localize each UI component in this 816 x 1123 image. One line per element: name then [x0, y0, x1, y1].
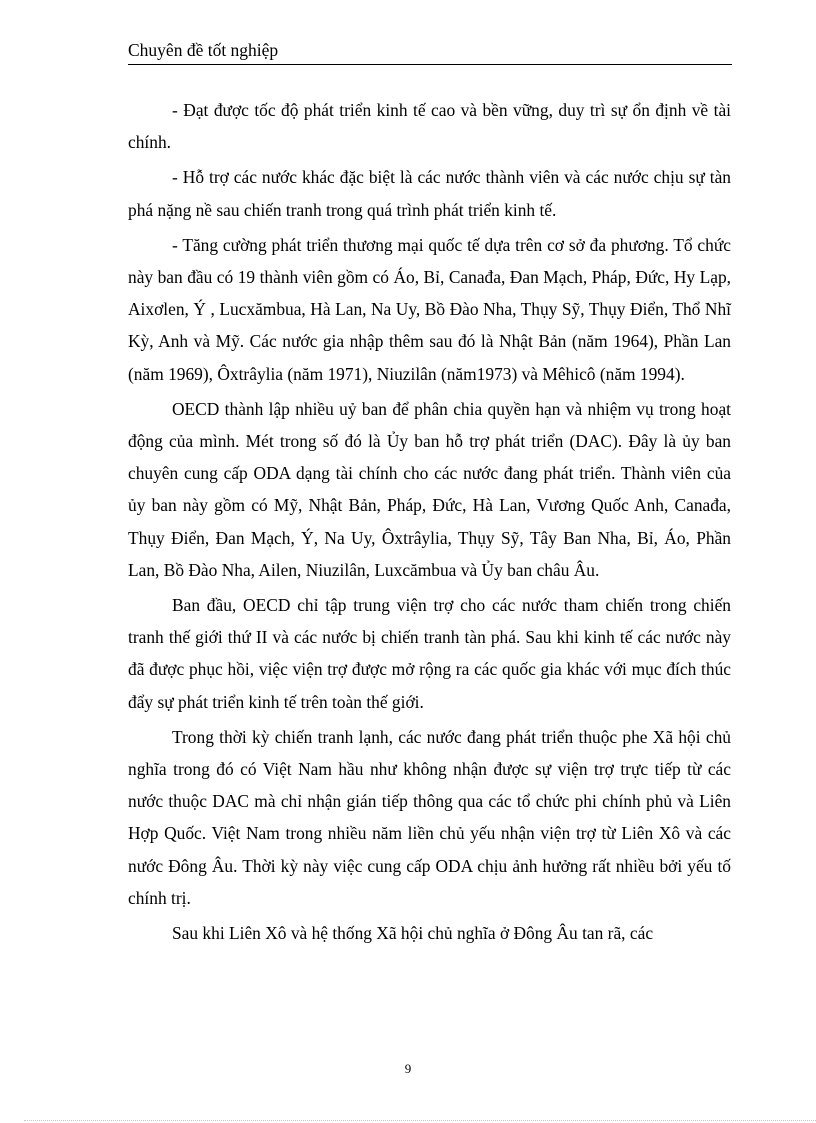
- paragraph-cold-war: Trong thời kỳ chiến tranh lạnh, các nước đang phát triển thuộc phe Xã hội chủ nghĩa trong đó có Việt Nam hầu như không nhận được sự viện trợ trực tiếp từ các nước thuộc DAC mà chỉ nhận gián tiếp thông qua các tổ chức phi chính phủ và Liên Hợp Quốc. Việt Nam trong nhiều năm liền chủ yếu nhận viện trợ từ Liên Xô và các nước Đông Âu. Thời kỳ này việc cung cấp ODA chịu ảnh hưởng rất nhiều bởi yếu tố chính trị.: [128, 726, 731, 908]
- header-title: Chuyên đề tốt nghiệp: [128, 40, 279, 60]
- paragraph-goal-support: - Hỗ trợ các nước khác đặc biệt là các nước thành viên và các nước chịu sự tàn phá nặng nề sau chiến tranh trong quá trình phát triển kinh tế.: [128, 167, 731, 220]
- paragraph-goal-growth: - Đạt được tốc độ phát triển kinh tế cao và bền vững, duy trì sự ổn định về tài chính.: [128, 100, 731, 153]
- page-header: [128, 38, 732, 65]
- paragraph-goal-trade: - Tăng cường phát triển thương mại quốc tế dựa trên cơ sở đa phương. Tổ chức này ban đầu có 19 thành viên gồm có Áo, Bỉ, Canađa, Đan Mạch, Pháp, Đức, Hy Lạp, Aixơlen, Ý , Lucxămbua, Hà Lan, Na Uy, Bồ Đào Nha, Thụy Sỹ, Thụy Điển, Thổ Nhĩ Kỳ, Anh và Mỹ. Các nước gia nhập thêm sau đó là Nhật Bản (năm 1964), Phần Lan (năm 1969), Ôxtrâylia (năm 1971), Niuzilân (năm1973) và Mêhicô (năm 1994).: [128, 234, 731, 384]
- page-bottom-border: [24, 1120, 816, 1121]
- paragraph-initial-aid: Ban đầu, OECD chỉ tập trung viện trợ cho các nước tham chiến trong chiến tranh thế giới thứ II và các nước bị chiến tranh tàn phá. Sau khi kinh tế các nước này đã được phục hồi, việc viện trợ được mở rộng ra các quốc gia khác với mục đích thúc đẩy sự phát triển kinh tế trên toàn thế giới.: [128, 595, 731, 712]
- paragraph-after-collapse: Sau khi Liên Xô và hệ thống Xã hội chủ nghĩa ở Đông Âu tan rã, các: [172, 923, 654, 944]
- document-body: [128, 94, 731, 949]
- page-number: 9: [404, 1061, 412, 1076]
- paragraph-dac: OECD thành lập nhiều uỷ ban để phân chia quyền hạn và nhiệm vụ trong hoạt động của mình. Mét trong số đó là Ủy ban hỗ trợ phát triển (DAC). Đây là ủy ban chuyên cung cấp ODA dạng tài chính cho các nước đang phát triển. Thành viên của ủy ban này gồm có Mỹ, Nhật Bản, Pháp, Đức, Hà Lan, Vương Quốc Anh, Canađa, Thụy Điển, Đan Mạch, Ý, Na Uy, Ôxtrâylia, Thụy Sỹ, Tây Ban Nha, Bỉ, Áo, Phần Lan, Bồ Đào Nha, Ailen, Niuzilân, Luxcămbua và Ủy ban châu Âu.: [128, 398, 731, 580]
